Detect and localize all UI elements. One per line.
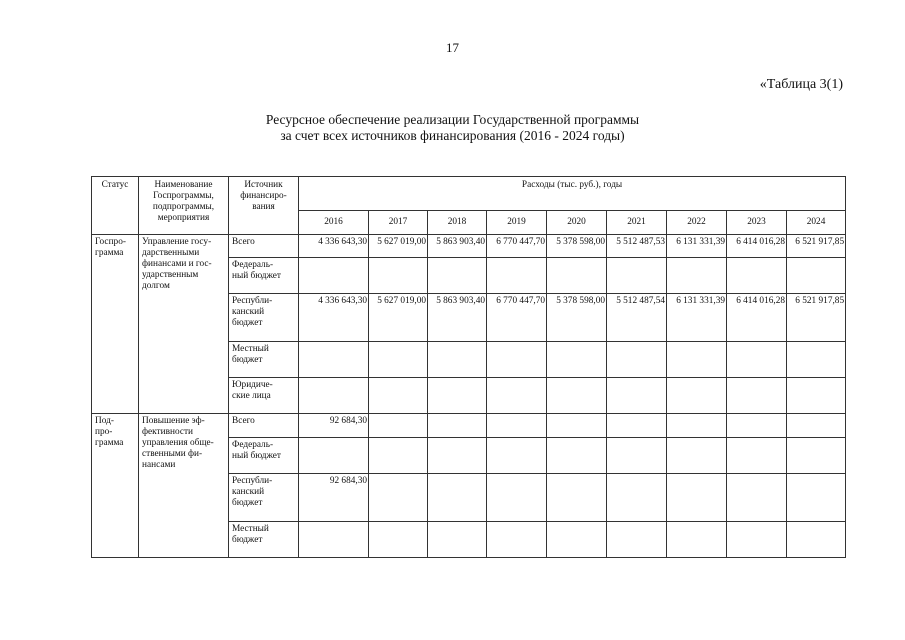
value-cell bbox=[299, 438, 369, 474]
value-cell bbox=[607, 258, 667, 294]
row-name: Повышение эф- фективности управления обще- ственными фи- нансами bbox=[139, 414, 229, 558]
value-cell: 6 131 331,39 bbox=[667, 294, 727, 342]
value-cell bbox=[787, 378, 846, 414]
value-cell bbox=[369, 414, 428, 438]
value-cell bbox=[428, 438, 487, 474]
value-cell: 4 336 643,30 bbox=[299, 294, 369, 342]
value-cell: 6 521 917,85 bbox=[787, 235, 846, 258]
value-cell bbox=[428, 378, 487, 414]
page-number: 17 bbox=[446, 40, 459, 55]
value-cell bbox=[487, 474, 547, 522]
value-cell bbox=[727, 258, 787, 294]
table-row bbox=[92, 414, 846, 438]
row-status: Госпро- грамма bbox=[92, 235, 139, 414]
value-cell bbox=[727, 522, 787, 558]
value-cell bbox=[487, 414, 547, 438]
value-cell: 4 336 643,30 bbox=[299, 235, 369, 258]
row-source: Юридиче- ские лица bbox=[229, 378, 299, 414]
value-cell bbox=[487, 378, 547, 414]
row-source: Местный бюджет bbox=[229, 522, 299, 558]
year-header: 2018 bbox=[428, 211, 487, 235]
value-cell: 6 770 447,70 bbox=[487, 294, 547, 342]
value-cell bbox=[727, 474, 787, 522]
value-cell bbox=[667, 474, 727, 522]
value-cell bbox=[787, 414, 846, 438]
value-cell: 6 414 016,28 bbox=[727, 294, 787, 342]
value-cell bbox=[607, 522, 667, 558]
value-cell bbox=[547, 378, 607, 414]
value-cell bbox=[369, 438, 428, 474]
value-cell bbox=[428, 258, 487, 294]
value-cell: 5 627 019,00 bbox=[369, 294, 428, 342]
value-cell: 92 684,30 bbox=[299, 474, 369, 522]
row-source: Республи- канский бюджет bbox=[229, 474, 299, 522]
year-header: 2017 bbox=[369, 211, 428, 235]
value-cell bbox=[607, 342, 667, 378]
row-source: Местный бюджет bbox=[229, 342, 299, 378]
row-name: Управление госу- дарственными финансами и гос- ударственным долгом bbox=[139, 235, 229, 414]
year-header: 2020 bbox=[547, 211, 607, 235]
value-cell bbox=[667, 342, 727, 378]
value-cell bbox=[667, 378, 727, 414]
value-cell: 5 512 487,54 bbox=[607, 294, 667, 342]
value-cell bbox=[299, 342, 369, 378]
value-cell bbox=[547, 258, 607, 294]
value-cell bbox=[727, 438, 787, 474]
value-cell bbox=[547, 522, 607, 558]
value-cell bbox=[787, 522, 846, 558]
value-cell bbox=[667, 414, 727, 438]
value-cell bbox=[787, 342, 846, 378]
year-header: 2016 bbox=[299, 211, 369, 235]
value-cell: 5 378 598,00 bbox=[547, 235, 607, 258]
value-cell bbox=[369, 474, 428, 522]
value-cell bbox=[547, 414, 607, 438]
value-cell bbox=[369, 522, 428, 558]
value-cell bbox=[607, 474, 667, 522]
value-cell bbox=[369, 342, 428, 378]
value-cell bbox=[667, 258, 727, 294]
document-title bbox=[0, 112, 905, 144]
value-cell: 5 378 598,00 bbox=[547, 294, 607, 342]
value-cell bbox=[607, 438, 667, 474]
value-cell bbox=[667, 522, 727, 558]
header-expenses: Расходы (тыс. руб.), годы bbox=[299, 177, 846, 211]
value-cell bbox=[487, 258, 547, 294]
row-source: Всего bbox=[229, 235, 299, 258]
value-cell bbox=[727, 378, 787, 414]
header-status: Статус bbox=[92, 177, 139, 235]
title-line-2: за счет всех источников финансирования (2016 - 2024 годы) bbox=[280, 128, 625, 143]
value-cell bbox=[547, 342, 607, 378]
year-header: 2019 bbox=[487, 211, 547, 235]
value-cell: 6 131 331,39 bbox=[667, 235, 727, 258]
row-source: Республи- канский бюджет bbox=[229, 294, 299, 342]
table-row bbox=[92, 235, 846, 258]
value-cell bbox=[299, 258, 369, 294]
value-cell bbox=[428, 414, 487, 438]
row-status: Под- про- грамма bbox=[92, 414, 139, 558]
value-cell: 5 863 903,40 bbox=[428, 294, 487, 342]
value-cell bbox=[299, 378, 369, 414]
value-cell bbox=[787, 474, 846, 522]
value-cell: 92 684,30 bbox=[299, 414, 369, 438]
year-header: 2022 bbox=[667, 211, 727, 235]
value-cell bbox=[428, 342, 487, 378]
value-cell: 5 627 019,00 bbox=[369, 235, 428, 258]
year-header: 2023 bbox=[727, 211, 787, 235]
row-source: Федераль- ный бюджет bbox=[229, 258, 299, 294]
value-cell bbox=[727, 414, 787, 438]
resource-table bbox=[91, 176, 846, 558]
year-header: 2024 bbox=[787, 211, 846, 235]
header-name: Наименование Госпрограммы, подпрограммы, мероприятия bbox=[139, 177, 229, 235]
table-label: «Таблица 3(1) bbox=[759, 77, 843, 92]
row-source: Федераль- ный бюджет bbox=[229, 438, 299, 474]
value-cell bbox=[787, 438, 846, 474]
value-cell bbox=[487, 522, 547, 558]
year-header: 2021 bbox=[607, 211, 667, 235]
value-cell bbox=[607, 378, 667, 414]
value-cell bbox=[369, 378, 428, 414]
value-cell bbox=[487, 438, 547, 474]
value-cell bbox=[727, 342, 787, 378]
value-cell bbox=[487, 342, 547, 378]
value-cell bbox=[787, 258, 846, 294]
value-cell: 6 521 917,85 bbox=[787, 294, 846, 342]
value-cell bbox=[428, 474, 487, 522]
title-line-1: Ресурсное обеспечение реализации Государственной программы bbox=[265, 112, 640, 127]
value-cell bbox=[428, 522, 487, 558]
value-cell bbox=[667, 438, 727, 474]
value-cell: 6 414 016,28 bbox=[727, 235, 787, 258]
value-cell bbox=[547, 438, 607, 474]
row-source: Всего bbox=[229, 414, 299, 438]
value-cell bbox=[299, 522, 369, 558]
value-cell: 5 863 903,40 bbox=[428, 235, 487, 258]
table-body bbox=[92, 235, 846, 558]
value-cell: 6 770 447,70 bbox=[487, 235, 547, 258]
header-source: Источник финансиро- вания bbox=[229, 177, 299, 235]
value-cell bbox=[369, 258, 428, 294]
value-cell bbox=[607, 414, 667, 438]
value-cell: 5 512 487,53 bbox=[607, 235, 667, 258]
value-cell bbox=[547, 474, 607, 522]
